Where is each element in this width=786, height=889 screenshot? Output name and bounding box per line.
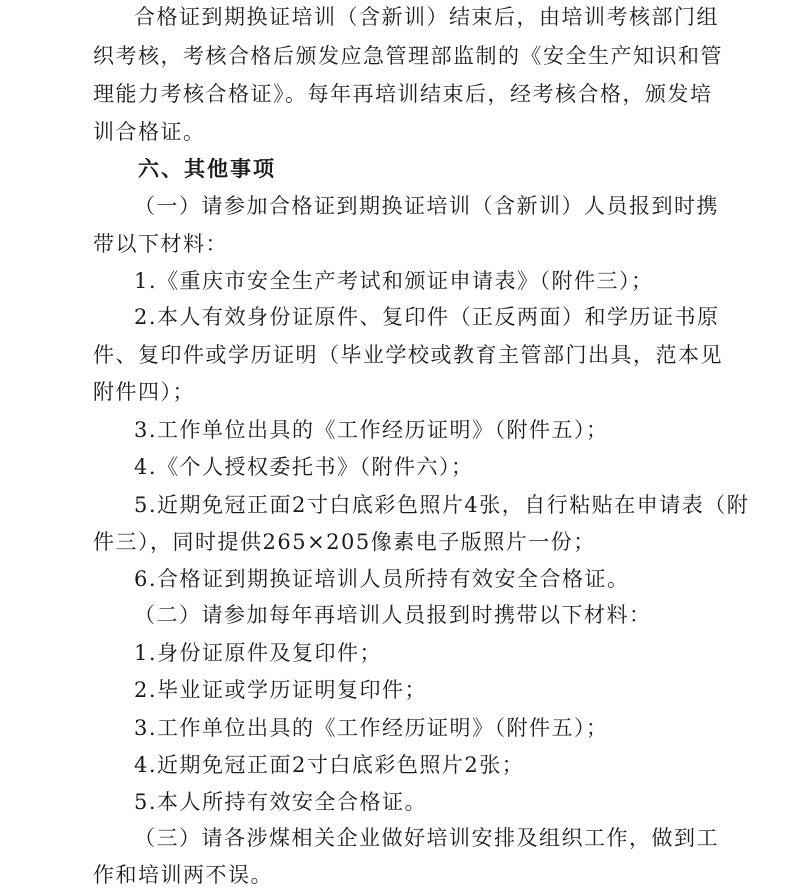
list-item-1-2-line-1: 2.本人有效身份证原件、复印件（正反两面）和学历证书原	[134, 305, 720, 329]
list-item-2-5: 5.本人所持有效安全合格证。	[134, 790, 428, 814]
exam-paragraph-line-3: 理能力考核合格证》。每年再培训结束后，经考核合格，颁发培	[93, 82, 713, 106]
list-item-1-5-line-1: 5.近期免冠正面2寸白底彩色照片4张，自行粘贴在申请表（附	[134, 493, 750, 517]
list-item-2-4: 4.近期免冠正面2寸白底彩色照片2张；	[134, 753, 525, 777]
section-heading: 六、其他事项	[138, 157, 276, 181]
subsection-1-line-1: （一）请参加合格证到期换证培训（含新训）人员报到时携	[134, 194, 719, 218]
list-item-1-5-line-2: 件三），同时提供265×205像素电子版照片一份；	[93, 530, 596, 554]
subsection-1-line-2: 带以下材料：	[93, 232, 228, 256]
subsection-2: （二）请参加每年再培训人员报到时携带以下材料：	[134, 603, 652, 627]
list-item-2-2: 2.毕业证或学历证明复印件；	[134, 678, 428, 702]
exam-paragraph-line-1: 合格证到期换证培训（含新训）结束后，由培训考核部门组	[134, 5, 719, 29]
list-item-1-2-line-3: 附件四）；	[93, 380, 195, 404]
list-item-1-3: 3.工作单位出具的《工作经历证明》（附件五）；	[134, 418, 609, 442]
subsection-3-line-1: （三）请各涉煤相关企业做好培训安排及组织工作，做到工	[134, 826, 719, 850]
exam-paragraph-line-4: 训合格证。	[93, 120, 206, 144]
exam-paragraph-line-2: 织考核，考核合格后颁发应急管理部监制的《安全生产知识和管	[93, 44, 723, 68]
list-item-1-1: 1.《重庆市安全生产考试和颁证申请表》（附件三）；	[134, 269, 654, 293]
list-item-2-3: 3.工作单位出具的《工作经历证明》（附件五）；	[134, 716, 609, 740]
list-item-1-6: 6.合格证到期换证培训人员所持有效安全合格证。	[134, 567, 630, 591]
list-item-2-1: 1.身份证原件及复印件；	[134, 641, 383, 665]
list-item-1-4: 4.《个人授权委托书》（附件六）；	[134, 455, 474, 479]
list-item-1-2-line-2: 件、复印件或学历证明（毕业学校或教育主管部门出具，范本见	[93, 343, 723, 367]
subsection-3-line-2: 作和培训两不误。	[93, 863, 273, 887]
